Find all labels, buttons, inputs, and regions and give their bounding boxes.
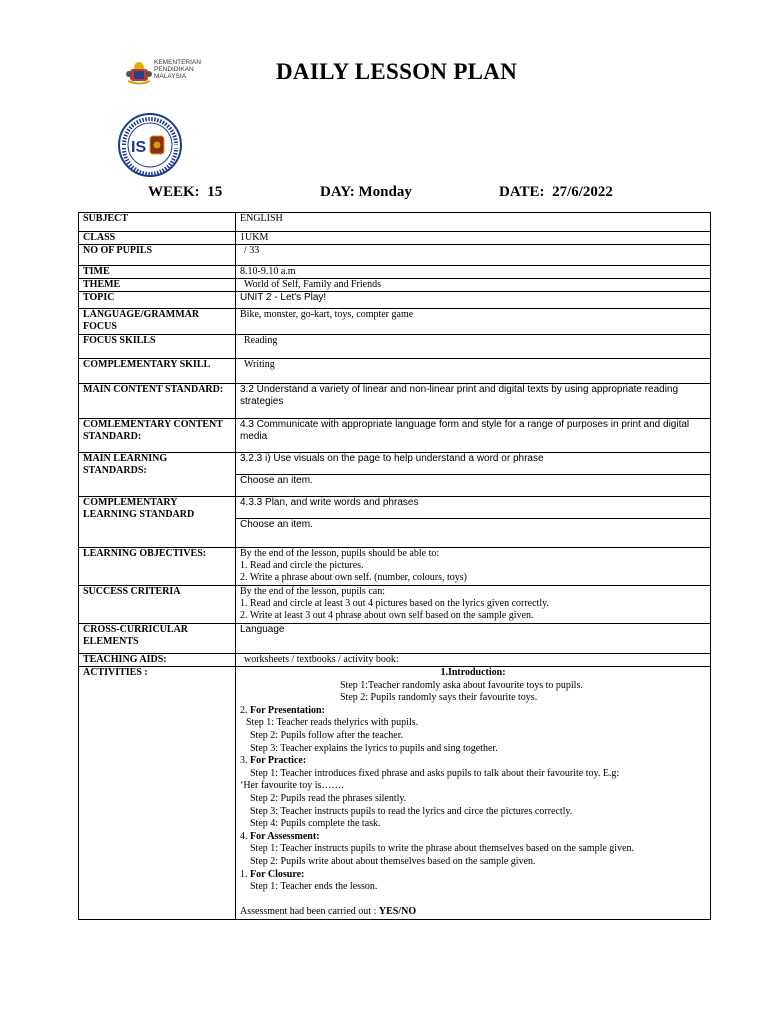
table-row: [79, 624, 711, 654]
time-label: TIME: [79, 266, 236, 279]
table-row: [79, 279, 711, 292]
table-row: [79, 384, 711, 419]
date-value: 27/6/2022: [552, 184, 613, 200]
table-row: [79, 654, 711, 667]
class-value: 1UKM: [236, 232, 711, 245]
ministry-name: KEMENTERIAN PENDIDIKAN MALAYSIA: [154, 59, 201, 80]
page-title: DAILY LESSON PLAN: [276, 59, 518, 84]
table-row: [79, 667, 711, 920]
success-label: SUCCESS CRITERIA: [79, 586, 236, 624]
date-info: DATE: 27/6/2022: [499, 184, 613, 200]
main-learning-value: 3.2.3 i) Use visuals on the page to help understand a word or phrase: [236, 453, 711, 475]
activities-label: ACTIVITIES :: [79, 667, 236, 920]
assessment-yes-no: YES/NO: [378, 906, 417, 918]
assessment-note: Assessment had been carried out :: [240, 906, 377, 918]
week-info: WEEK: 15: [148, 184, 223, 200]
topic-label: TOPIC: [79, 292, 236, 309]
teaching-aids-label: TEACHING AIDS:: [79, 654, 236, 667]
table-row: [79, 359, 711, 384]
pupils-label: NO OF PUPILS: [79, 245, 236, 266]
table-row: [79, 266, 711, 279]
focus-skills-label: FOCUS SKILLS: [79, 335, 236, 359]
table-row: [79, 548, 711, 586]
theme-label: THEME: [79, 279, 236, 292]
svg-text:IS: IS: [131, 139, 147, 156]
class-label: CLASS: [79, 232, 236, 245]
topic-value: UNIT 2 - Let's Play!: [236, 292, 711, 309]
table-row: [79, 453, 711, 475]
coat-of-arms-icon: [126, 59, 152, 85]
teaching-aids-value: worksheets / textbooks / activity book:: [244, 654, 399, 665]
objectives-label: LEARNING OBJECTIVES:: [79, 548, 236, 586]
day-value: Monday: [358, 184, 412, 200]
subject-label: SUBJECT: [79, 213, 236, 232]
table-row: [79, 309, 711, 335]
week-value: 15: [207, 184, 223, 200]
main-learning-label: MAIN LEARNING STANDARDS:: [79, 453, 236, 497]
comp-skill-label: COMPLEMENTARY SKILL: [79, 359, 236, 384]
table-row: [79, 292, 711, 309]
ministry-logo: [126, 57, 208, 87]
cross-curricular-label: CROSS-CURRICULAR ELEMENTS: [79, 624, 236, 654]
comp-skill-value: Writing: [244, 359, 275, 370]
objectives-value: By the end of the lesson, pupils should be able to: 1. Read and circle the pictures. 2. Write a phrase about own self. (number, colours, toys): [236, 548, 711, 586]
comp-learning-dropdown[interactable]: Choose an item.: [236, 519, 711, 548]
focus-skills-value: Reading: [244, 335, 278, 346]
intro-title: 1.Introduction:: [440, 667, 506, 678]
table-row: [79, 232, 711, 245]
theme-value: World of Self, Family and Friends: [244, 279, 381, 290]
comp-content-value: 4.3 Communicate with appropriate language form and style for a range of purposes in print and digital media: [236, 419, 711, 453]
comp-content-label: COMLEMENTARY CONTENT STANDARD:: [79, 419, 236, 453]
pupils-value: / 33: [244, 245, 260, 256]
table-row: [79, 586, 711, 624]
activities-value: 1.Introduction: Step 1:Teacher randomly aska about favourite toys to pupils. Step 2: Pupils randomly says their favourite toys. 2. For Presentation: Step 1: Teacher reads thelyrics with pupils. Step 2: Pupils follow after the teacher. Step 3: Teacher explains the lyrics to pupils and sing together. 3. For Practice: Step 1: Teacher introduces fixed phrase and asks pupils to talk about their favourite toy. E.g: ‘Her favourite toy is……. Step 2: Pupils read the phrases silently. Step 3: Teacher instructs pupils to read the lyrics and circe the pictures correctly. Step 4: Pupils complete the task. 4. For Assessment: Step 1: Teacher instructs pupils to write the phrase about themselves based on the sample given. Step 2: Pupils write about about themselves based on the sample given. 1. For Closure: Step 1: Teacher ends the lesson. Assessment had been carried out : YES/NO: [236, 667, 711, 920]
cross-curricular-value: Language: [236, 624, 711, 654]
day-info: DAY: Monday: [320, 184, 412, 200]
practice-title: For Practice:: [250, 755, 307, 767]
assessment-title: For Assessment:: [250, 830, 320, 842]
table-row: [79, 213, 711, 232]
subject-value: ENGLISH: [236, 213, 711, 232]
success-value: By the end of the lesson, pupils can: 1. Read and circle at least 3 out 4 pictures based on the lyrics given correctly. 2. Write at least 3 out 4 phrase about own self based on the sample given.: [236, 586, 711, 624]
table-row: [79, 335, 711, 359]
table-row: [79, 245, 711, 266]
main-content-value: 3.2 Understand a variety of linear and non-linear print and digital texts by using appropriate reading strategies: [236, 384, 711, 419]
grammar-label: LANGUAGE/GRAMMAR FOCUS: [79, 309, 236, 335]
table-row: [79, 419, 711, 453]
comp-learning-label: COMPLEMENTARY LEARNING STANDARD: [79, 497, 236, 548]
time-value: 8.10-9.10 a.m: [236, 266, 711, 279]
main-learning-dropdown[interactable]: Choose an item.: [236, 475, 711, 497]
lesson-plan-table: [78, 212, 711, 920]
closure-title: For Closure:: [250, 868, 305, 880]
grammar-value: Bike, monster, go-kart, toys, compter game: [236, 309, 711, 335]
comp-learning-value: 4.3.3 Plan, and write words and phrases: [236, 497, 711, 519]
main-content-label: MAIN CONTENT STANDARD:: [79, 384, 236, 419]
table-row: [79, 497, 711, 519]
presentation-title: For Presentation:: [250, 704, 325, 716]
school-seal-icon: [116, 112, 184, 178]
